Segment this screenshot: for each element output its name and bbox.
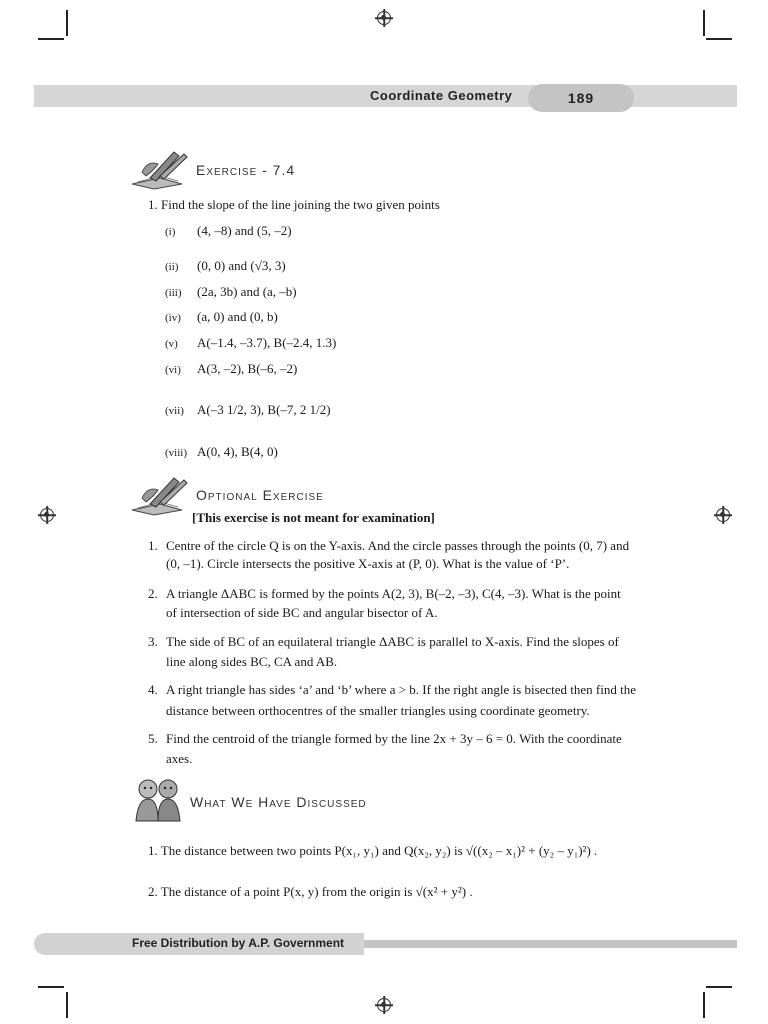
distance-formula: √((x₂ – x₁)² + (y₂ – y₁)²) — [465, 843, 591, 858]
exercise-title: Exercise - 7.4 — [196, 162, 296, 178]
optional-question: 4. A right triangle has sides ‘a’ and ‘b’ where a > b. If the right angle is bisected then find the — [148, 682, 637, 697]
optional-question-cont: axes. — [166, 751, 193, 766]
question-1: 1. Find the slope of the line joining the two given points — [148, 197, 440, 212]
crop-mark — [38, 38, 64, 40]
optional-question: 5. Find the centroid of the triangle formed by the line 2x + 3y – 6 = 0. With the coordinate — [148, 731, 622, 746]
optional-question: 1. Centre of the circle Q is on the Y-axis. And the circle passes through the points (0, 7) and — [148, 538, 630, 553]
discussed-title: What We Have Discussed — [190, 794, 367, 810]
list-item: (viii) A(0, 4), B(4, 0) — [165, 444, 278, 459]
footer-band — [364, 940, 737, 948]
registration-mark-icon — [377, 998, 391, 1012]
footer-text: Free Distribution by A.P. Government — [132, 936, 345, 950]
pencil-book-icon — [130, 148, 188, 190]
optional-question-cont: (0, –1). Circle intersects the positive X-axis at (P, 0). What is the value of ‘P’. — [166, 556, 570, 571]
optional-question-cont: line along sides BC, CA and AB. — [166, 654, 338, 669]
page-number: 189 — [528, 84, 634, 112]
list-item: (vii) A(–3 1/2, 3), B(–7, 2 1/2) — [165, 402, 331, 417]
registration-mark-icon — [716, 508, 730, 522]
optional-question: 3. The side of BC of an equilateral triangle ΔABC is parallel to X-axis. Find the slopes of — [148, 634, 619, 649]
list-item: (ii) (0, 0) and (√3, 3) — [165, 258, 286, 273]
summary-point-1: 1. The distance between two points P(x₁, y₁) and Q(x₂, y₂) is √((x₂ – x₁)² + (y₂ – y₁)²) . — [148, 843, 598, 858]
crop-mark — [706, 38, 732, 40]
crop-mark — [66, 992, 68, 1018]
origin-distance-formula: √(x² + y²) — [415, 884, 467, 899]
optional-question: 2. A triangle ΔABC is formed by the points A(2, 3), B(–2, –3), C(4, –3). What is the point — [148, 586, 621, 601]
crop-mark — [703, 992, 705, 1018]
registration-mark-icon — [377, 11, 391, 25]
crop-mark — [706, 986, 732, 988]
registration-mark-icon — [40, 508, 54, 522]
list-item: (i) (4, –8) and (5, –2) — [165, 223, 292, 238]
optional-exercise-title: Optional Exercise — [196, 487, 324, 503]
chapter-title: Coordinate Geometry — [370, 88, 513, 103]
crop-mark — [66, 10, 68, 36]
optional-question-cont: distance between orthocentres of the smaller triangles using coordinate geometry. — [166, 703, 590, 718]
pencil-book-icon — [130, 474, 188, 516]
crop-mark — [38, 986, 64, 988]
list-item: (iv) (a, 0) and (0, b) — [165, 309, 278, 324]
optional-question-cont: of intersection of side BC and angular bisector of A. — [166, 605, 438, 620]
crop-mark — [703, 10, 705, 36]
list-item: (v) A(–1.4, –3.7), B(–2.4, 1.3) — [165, 335, 337, 350]
summary-point-2: 2. The distance of a point P(x, y) from the origin is √(x² + y²) . — [148, 884, 473, 899]
children-discussing-icon — [130, 775, 186, 825]
list-item: (iii) (2a, 3b) and (a, –b) — [165, 284, 297, 299]
exam-note: [This exercise is not meant for examination] — [192, 510, 435, 525]
list-item: (vi) A(3, –2), B(–6, –2) — [165, 361, 298, 376]
